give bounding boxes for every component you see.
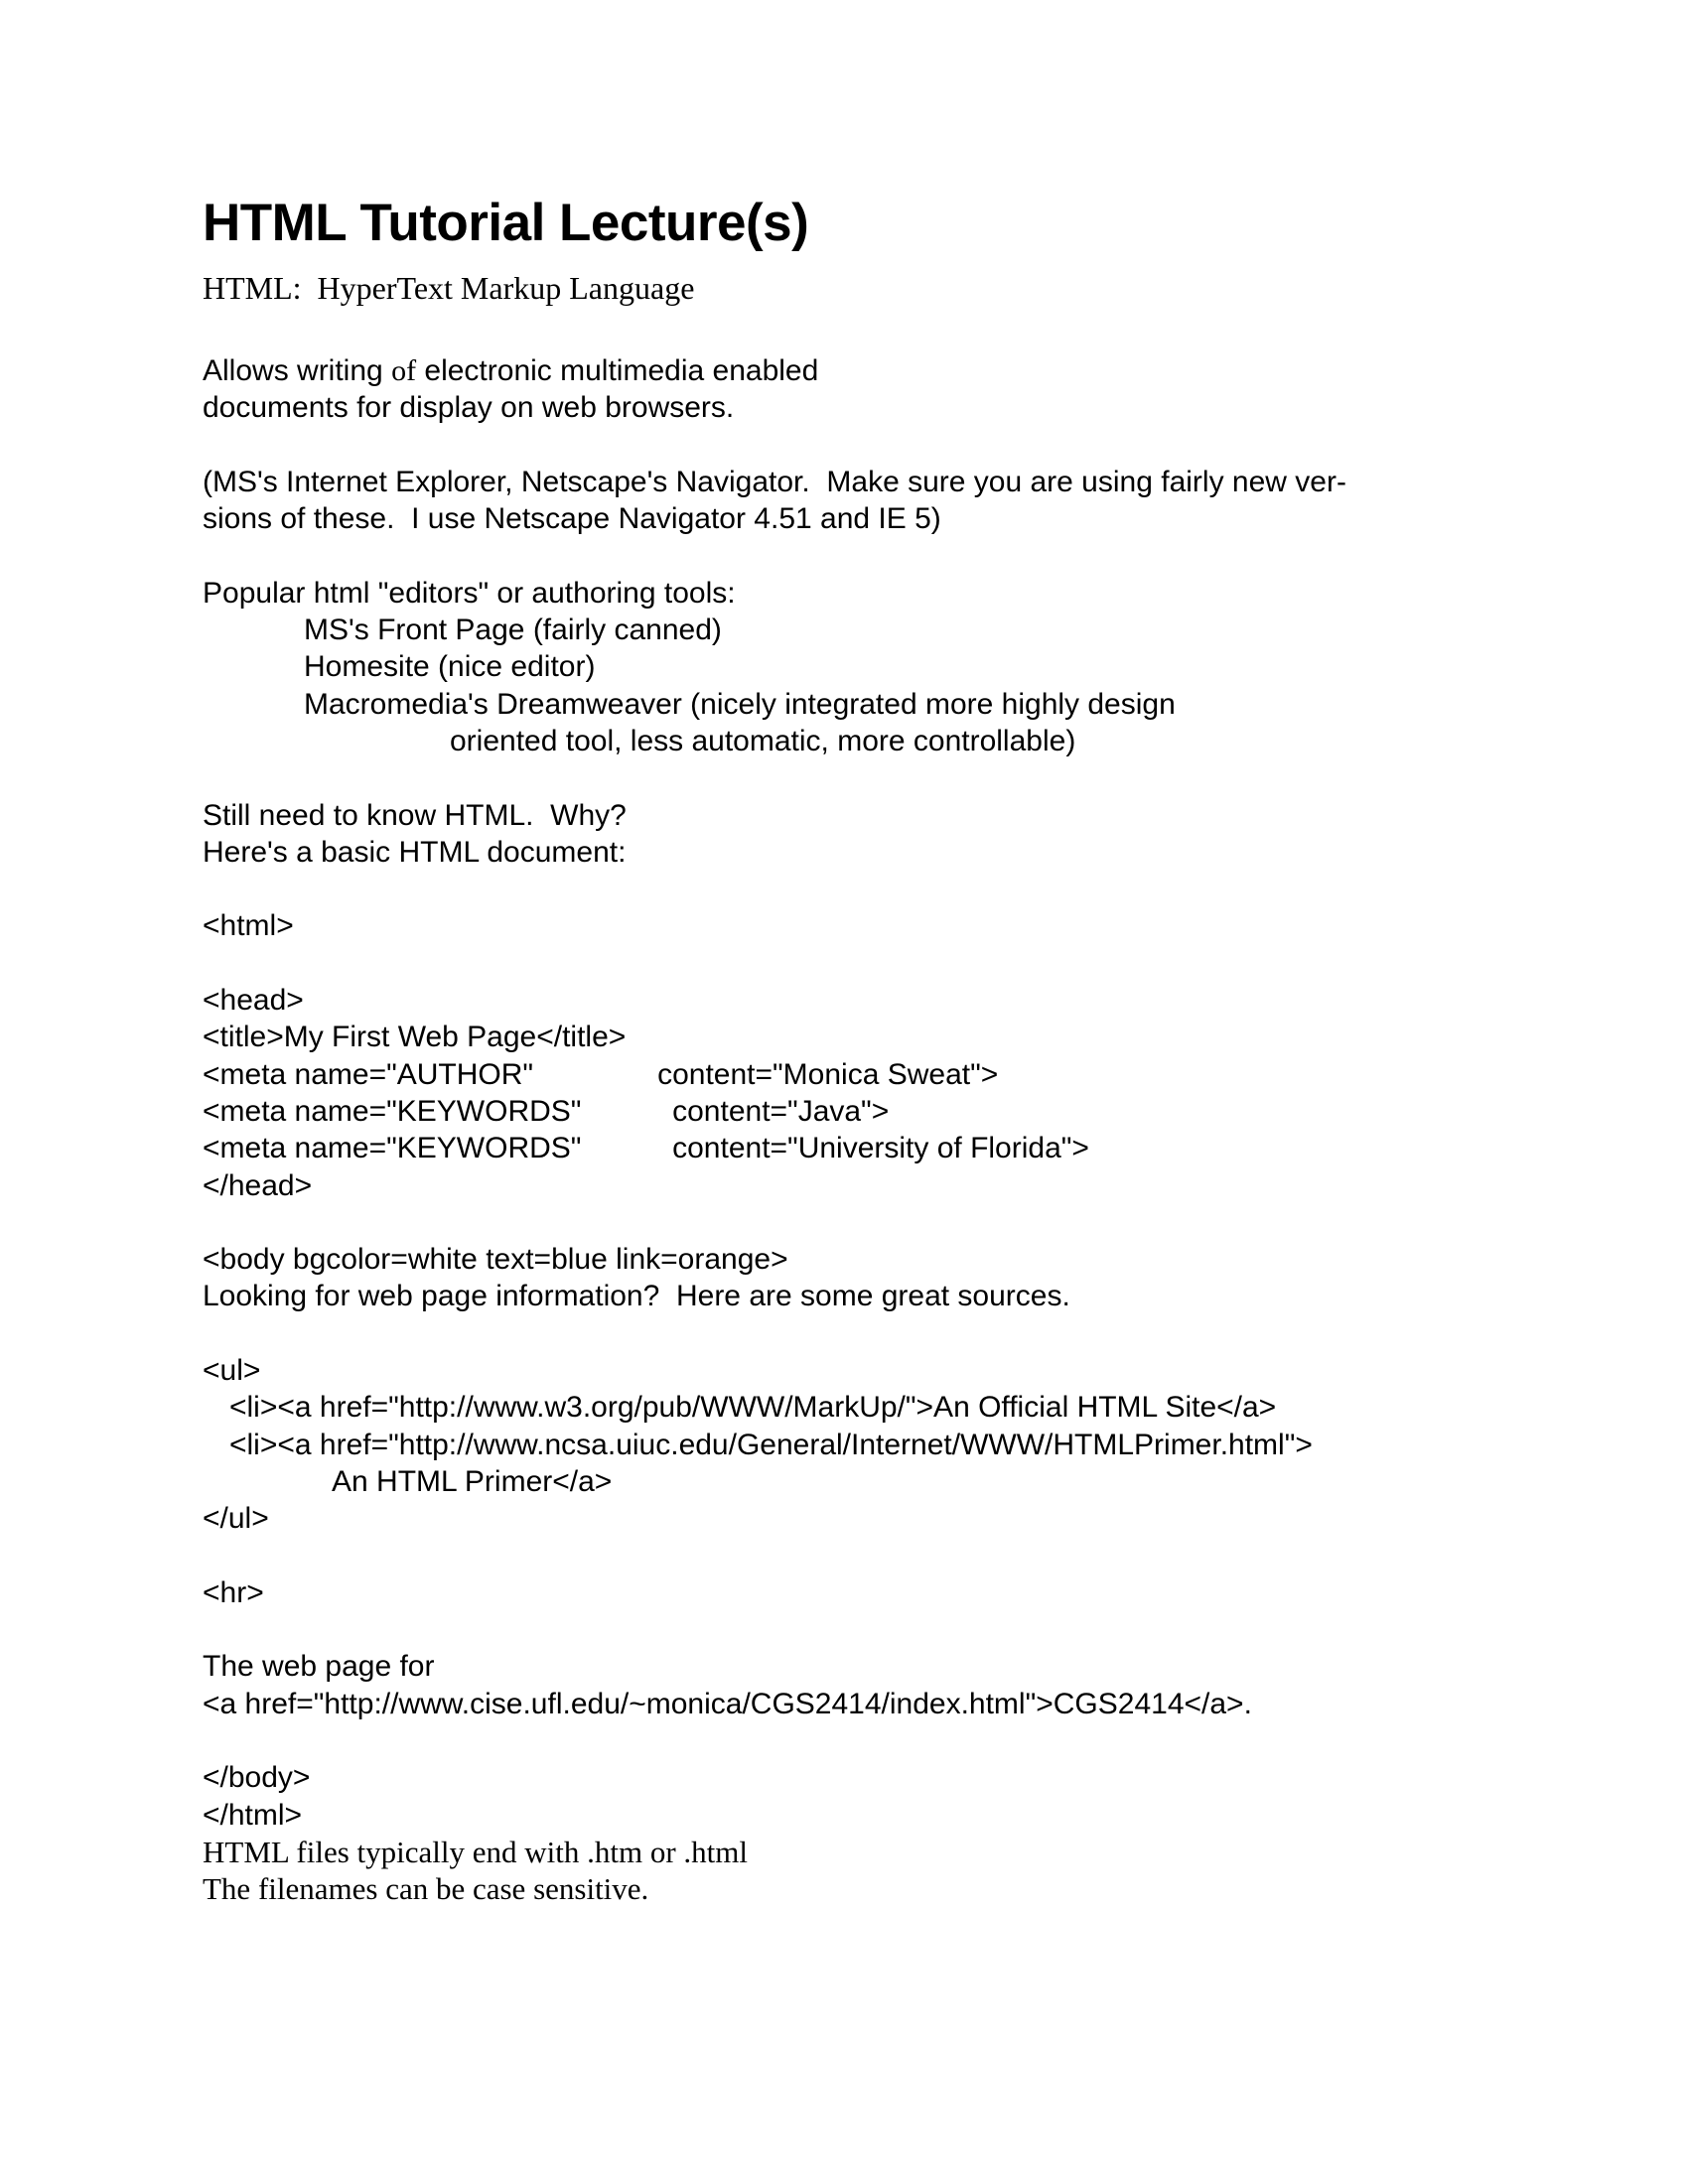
editors-item: MS's Front Page (fairly canned)	[304, 614, 722, 647]
code-line-list-item: <li><a href="http://www.ncsa.uiuc.edu/General/Internet/WWW/HTMLPrimer.html">	[229, 1428, 1313, 1461]
paragraph-line: (MS's Internet Explorer, Netscape's Navigator. Make sure you are using fairly new ver-	[203, 465, 1346, 498]
code-line-body-close: </body>	[203, 1761, 311, 1795]
page-title: HTML Tutorial Lecture(s)	[203, 194, 809, 252]
blank-line	[203, 1722, 1648, 1759]
blank-line	[203, 1204, 1648, 1241]
blank-line	[203, 945, 1648, 982]
code-line-webpage-link: <a href="http://www.cise.ufl.edu/~monica/CGS2414/index.html">CGS2414</a>.	[203, 1687, 1252, 1720]
footnote-line: HTML files typically end with .htm or .html	[203, 1834, 749, 1869]
paragraph-line: documents for display on web browsers.	[203, 391, 735, 425]
blank-line	[203, 871, 1648, 907]
code-line-list-item: <li><a href="http://www.w3.org/pub/WWW/MarkUp/">An Official HTML Site</a>	[229, 1391, 1277, 1425]
code-line-list-item-continuation: An HTML Primer</a>	[332, 1464, 613, 1498]
code-line-meta-keywords: <meta name="KEYWORDS" content="University of Florida">	[203, 1132, 1089, 1165]
text-run: electronic multimedia enabled	[416, 354, 819, 387]
blank-line	[203, 759, 1648, 796]
editors-item: Macromedia's Dreamweaver (nicely integrated more highly design	[304, 687, 1176, 721]
blank-line	[203, 1538, 1648, 1574]
editors-item: Homesite (nice editor)	[304, 650, 596, 684]
code-line-body-open: <body bgcolor=white text=blue link=orange>	[203, 1243, 788, 1277]
text-run-serif: of	[391, 354, 417, 387]
footnote-line: The filenames can be case sensitive.	[203, 1871, 649, 1907]
code-line-ul-open: <ul>	[203, 1354, 261, 1388]
blank-line	[203, 1315, 1648, 1352]
blank-line	[203, 1611, 1648, 1648]
page-subtitle: HTML: HyperText Markup Language	[203, 270, 695, 306]
code-line-webpage-text: The web page for	[203, 1650, 435, 1684]
code-line-hr: <hr>	[203, 1575, 264, 1609]
code-line-html-open: <html>	[203, 909, 294, 943]
code-line-body-text: Looking for web page information? Here are some great sources.	[203, 1280, 1070, 1313]
code-line-ul-close: </ul>	[203, 1502, 269, 1536]
blank-line	[203, 537, 1648, 574]
code-line-head-close: </head>	[203, 1168, 313, 1202]
code-line-head-open: <head>	[203, 984, 304, 1018]
code-line-html-close: </html>	[203, 1798, 303, 1832]
code-line-meta-author: <meta name="AUTHOR" content="Monica Sweat">	[203, 1057, 999, 1091]
text-run: Allows writing	[203, 354, 392, 387]
paragraph-line: Here's a basic HTML document:	[203, 835, 627, 869]
blank-line	[203, 427, 1648, 464]
paragraph-line: sions of these. I use Netscape Navigator 4.51 and IE 5)	[203, 502, 941, 536]
code-line-meta-keywords: <meta name="KEYWORDS" content="Java">	[203, 1094, 890, 1128]
paragraph-line: Still need to know HTML. Why?	[203, 798, 627, 832]
code-line-title-tag: <title>My First Web Page</title>	[203, 1021, 627, 1054]
editors-item-continuation: oriented tool, less automatic, more controllable)	[450, 724, 1076, 757]
paragraph-line	[203, 352, 1648, 389]
editors-heading: Popular html "editors" or authoring tools:	[203, 576, 736, 610]
document-body	[203, 352, 1648, 1907]
